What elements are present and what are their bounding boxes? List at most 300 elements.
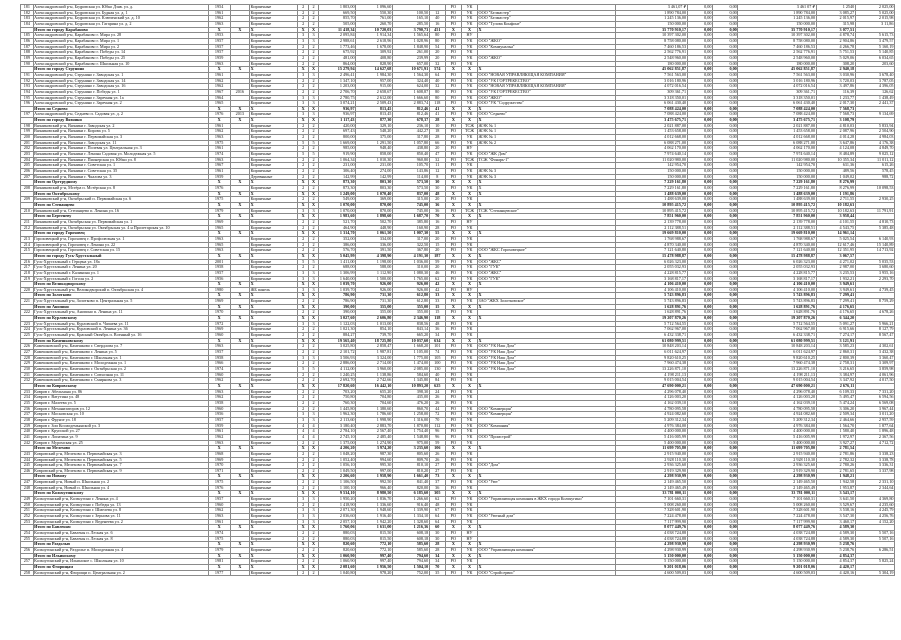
- owner-funds-cell: 3 475 675,71: [738, 118, 816, 124]
- total-area-cell: 855,70: [319, 16, 356, 22]
- total-cost-cell: 4 062 170,00: [616, 146, 687, 152]
- address-cell: Александровский р-н, Карабаново г. Победы ул. 14: [33, 50, 208, 56]
- federal-funds-cell: 0,00: [687, 180, 712, 186]
- limit-cost-cell: 3 11,86: [855, 21, 894, 27]
- build-year-cell: 1958: [208, 355, 230, 361]
- living-area-cell: 813,45: [356, 112, 393, 118]
- residential-area-cell: 1 565,64: [392, 33, 429, 39]
- address-cell: Вязниковский р-н, Октябрьский п. Первомайская ул. 6: [33, 197, 208, 203]
- management-type-cell: УК: [461, 78, 477, 84]
- limit-cost-cell: 4 810,73: [855, 219, 894, 225]
- build-year-cell: 1962: [208, 84, 230, 90]
- regional-funds-cell: 0,00: [712, 519, 737, 525]
- living-area-cell: 3 960,00: [356, 367, 393, 373]
- fund-method-cell: РО: [445, 38, 461, 44]
- total-cost-cell: 11 020 980,00: [616, 157, 687, 163]
- management-type-cell: УК: [461, 468, 477, 474]
- total-cost-cell: 7 328 601,90: [616, 508, 687, 514]
- total-area-cell: 864,00: [319, 61, 356, 67]
- limit-cost-cell: 5 615,73: [855, 33, 894, 39]
- federal-funds-cell: 0,00: [687, 214, 712, 220]
- build-year-cell: 1963: [208, 248, 230, 254]
- regional-funds-cell: 0,00: [712, 542, 737, 548]
- living-area-cell: 2 658,67: [356, 89, 393, 95]
- entrances-cell: X: [308, 316, 318, 322]
- fund-method-cell: РО: [445, 536, 461, 542]
- total-cost-cell: 13 226 871,10: [616, 367, 687, 373]
- federal-funds-cell: 0,00: [687, 61, 712, 67]
- organization-cell: ООО "Коммерция": [478, 412, 616, 418]
- floors-cell: 2: [298, 5, 308, 11]
- unit-cost-cell: 7 299,41: [816, 293, 855, 299]
- wall-material-cell: Кирпичные: [250, 236, 298, 242]
- limit-cost-cell: 2 344,64: [855, 485, 894, 491]
- organization-cell: ЗАО "ЖКХ Золотковское": [478, 299, 616, 305]
- entrances-cell: 2: [308, 333, 318, 339]
- total-cost-cell: 10 895 415,72: [616, 208, 687, 214]
- address-cell: Александровский р-н, Бедровская ул. Гагарина ул. д. 2: [33, 21, 208, 27]
- wall-material-cell: Кирпичные: [250, 508, 298, 514]
- regional-funds-cell: 0,00: [712, 112, 737, 118]
- repair-year-cell: X: [230, 338, 250, 344]
- management-type-cell: НУ: [461, 536, 477, 542]
- organization-cell: X: [478, 293, 616, 299]
- owner-funds-cell: 4 038 724,88: [738, 536, 816, 542]
- total-area-cell: 688,00: [319, 265, 356, 271]
- owner-funds-cell: 5 150 000,00: [738, 559, 816, 565]
- federal-funds-cell: 0,00: [687, 101, 712, 107]
- wall-material-cell: Кирпичные: [250, 225, 298, 231]
- regional-funds-cell: 0,00: [712, 383, 737, 389]
- total-cost-cell: 2 915 940,00: [616, 451, 687, 457]
- management-type-cell: УК: [461, 72, 477, 78]
- fund-method-cell: РО: [445, 457, 461, 463]
- address-cell: Александровский р-н, Бедровская ул. Юбко Дзяв. ул. д.: [33, 5, 208, 11]
- entrances-cell: 5: [308, 152, 318, 158]
- living-area-cell: 828,90: [356, 61, 393, 67]
- residential-area-cell: 355,00: [392, 304, 429, 310]
- build-year-cell: 1954: [208, 5, 230, 11]
- row-number-cell: 201: [21, 140, 34, 146]
- build-year-cell: 1960: [208, 406, 230, 412]
- regional-funds-cell: 0,00: [712, 44, 737, 50]
- federal-funds-cell: 0,00: [687, 191, 712, 197]
- unit-cost-cell: 2 464,66: [816, 417, 855, 423]
- residents-cell: 40: [429, 78, 445, 84]
- wall-material-cell: Кирпичные: [250, 434, 298, 440]
- fund-method-cell: РО: [445, 372, 461, 378]
- limit-cost-cell: 6 594,56: [855, 395, 894, 401]
- fund-method-cell: РО: [445, 451, 461, 457]
- build-year-cell: 1974: [208, 531, 230, 537]
- living-area-cell: 8 980,50: [356, 491, 393, 497]
- address-cell: Александровский р-н, Струнино г. Заводская ул. 14: [33, 78, 208, 84]
- management-type-cell: УК: [461, 372, 477, 378]
- residents-cell: 16: [429, 219, 445, 225]
- wall-material-cell: Кирпичные: [250, 16, 298, 22]
- unit-cost-cell: 1 233,77: [816, 95, 855, 101]
- address-cell: Вязниковский р-н, Октябрьская ул. Октябрьская ул. 4 н Пролетарская ул. 10: [33, 225, 208, 231]
- living-area-cell: 1 336,60: [356, 502, 393, 508]
- address-cell: Вязниковский р-н, Вязники г. Полевая ул. Центральная ул. 3: [33, 146, 208, 152]
- row-number-cell: 247: [21, 480, 34, 486]
- residential-area-cell: 1 216,36: [392, 525, 429, 531]
- row-number-cell: 182: [21, 10, 34, 16]
- entrances-cell: 2: [308, 50, 318, 56]
- address-cell: Итого по Камешковскому: [33, 338, 208, 344]
- total-cost-cell: 150 000,00: [616, 174, 687, 180]
- floors-cell: 4: [298, 429, 308, 435]
- owner-funds-cell: 7 224 478,00: [738, 514, 816, 520]
- residential-area-cell: 1 870,80: [392, 423, 429, 429]
- wall-material-cell: X: [250, 383, 298, 389]
- unit-cost-cell: 2 860,31: [816, 350, 855, 356]
- living-area-cell: 1 916,40: [356, 514, 393, 520]
- federal-funds-cell: 0,00: [687, 78, 712, 84]
- address-cell: Александровский р-н, Карабаново г. Мира ул. 2: [33, 44, 208, 50]
- residential-area-cell: 812,46: [392, 106, 429, 112]
- owner-funds-cell: 8 758 080,00: [738, 38, 816, 44]
- living-area-cell: 997,00: [356, 468, 393, 474]
- regional-funds-cell: 0,00: [712, 16, 737, 22]
- fund-method-cell: РО: [445, 276, 461, 282]
- owner-funds-cell: 1 628 891,76: [738, 304, 816, 310]
- fund-method-cell: РО: [445, 72, 461, 78]
- total-cost-cell: 33 781 000,11: [616, 491, 687, 497]
- organization-cell: ООО "Стройсервис": [478, 570, 616, 576]
- unit-cost-cell: 12 351,95: [816, 248, 855, 254]
- management-type-cell: УК: [461, 186, 477, 192]
- address-cell: Кольчугинский р-н, Бавлены п. Лесная ул. 6: [33, 531, 208, 537]
- address-cell: Итого по Курловскому: [33, 316, 208, 322]
- federal-funds-cell: 0,00: [687, 536, 712, 542]
- federal-funds-cell: 0,00: [687, 446, 712, 452]
- entrances-cell: X: [308, 293, 318, 299]
- management-type-cell: УК: [461, 5, 477, 11]
- residential-area-cell: 4 191,30: [392, 253, 429, 259]
- living-area-cell: 1 836,70: [356, 497, 393, 503]
- regional-funds-cell: 0,00: [712, 451, 737, 457]
- residential-area-cell: 1 765,00: [392, 276, 429, 282]
- total-area-cell: 2 988,61: [319, 38, 356, 44]
- residents-cell: 44: [429, 406, 445, 412]
- management-type-cell: X: [461, 446, 477, 452]
- federal-funds-cell: 0,00: [687, 265, 712, 271]
- floors-cell: X: [298, 67, 308, 73]
- row-number-cell: 254: [21, 531, 34, 537]
- address-cell: Вязниковский р-н, Вязники г. Первомайская ул. 3: [33, 135, 208, 141]
- total-cost-cell: 142 954,70: [616, 163, 687, 169]
- total-area-cell: 1 064,34: [319, 157, 356, 163]
- federal-funds-cell: 0,00: [687, 89, 712, 95]
- regional-funds-cell: 0,00: [712, 219, 737, 225]
- wall-material-cell: Кирпичные: [250, 72, 298, 78]
- repair-year-cell: [230, 570, 250, 576]
- living-area-cell: 550,30: [356, 10, 393, 16]
- total-area-cell: 1 773,46: [319, 44, 356, 50]
- wall-material-cell: X: [250, 118, 298, 124]
- unit-cost-cell: 4 589,30: [816, 536, 855, 542]
- limit-cost-cell: 5 140,85: [855, 50, 894, 56]
- limit-cost-cell: 3 336,31: [855, 463, 894, 469]
- federal-funds-cell: 0,00: [687, 508, 712, 514]
- build-year-cell: 1959: [208, 55, 230, 61]
- address-cell: Вязниковский р-н, Вязники г. Советская ул. 1: [33, 163, 208, 169]
- residents-cell: 305: [429, 491, 445, 497]
- federal-funds-cell: 0,00: [687, 310, 712, 316]
- management-type-cell: УК: [461, 38, 477, 44]
- federal-funds-cell: 0,00: [687, 27, 712, 33]
- wall-material-cell: Кирпичные: [250, 242, 298, 248]
- unit-cost-cell: 10 182,63: [816, 208, 855, 214]
- residents-cell: 41: [429, 112, 445, 118]
- owner-funds-cell: 5 743 896,83: [738, 293, 816, 299]
- total-area-cell: 2 206,60: [319, 474, 356, 480]
- total-cost-cell: 7 974 640,14: [616, 152, 687, 158]
- federal-funds-cell: 0,00: [687, 338, 712, 344]
- residents-cell: 20: [429, 146, 445, 152]
- residential-area-cell: 612,80: [392, 293, 429, 299]
- unit-cost-cell: 10 355,34: [816, 157, 855, 163]
- total-area-cell: 1 669,00: [319, 140, 356, 146]
- federal-funds-cell: 0,00: [687, 129, 712, 135]
- federal-funds-cell: 0,00: [687, 282, 712, 288]
- entrances-cell: 3: [308, 417, 318, 423]
- management-type-cell: X: [461, 282, 477, 288]
- owner-funds-cell: 2 149 465,50: [738, 480, 816, 486]
- residents-cell: 20: [429, 265, 445, 271]
- regional-funds-cell: 0,00: [712, 440, 737, 446]
- residential-area-cell: 3 790,73: [392, 27, 429, 33]
- build-year-cell: 1959: [208, 174, 230, 180]
- repair-year-cell: X: [230, 542, 250, 548]
- unit-cost-cell: 4 266,78: [816, 44, 855, 50]
- unit-cost-cell: 631,36: [816, 163, 855, 169]
- total-cost-cell: 6 432 338,71: [616, 333, 687, 339]
- wall-material-cell: Кирпичные: [250, 265, 298, 271]
- entrances-cell: X: [308, 542, 318, 548]
- total-area-cell: 1 314,70: [319, 231, 356, 237]
- wall-material-cell: Кирпичные: [250, 485, 298, 491]
- residential-area-cell: 2 883,74: [392, 101, 429, 107]
- management-type-cell: УК: [461, 310, 477, 316]
- wall-material-cell: Кирпичные: [250, 38, 298, 44]
- management-type-cell: X: [461, 316, 477, 322]
- repair-year-cell: X: [230, 553, 250, 559]
- row-number-cell: 198: [21, 123, 34, 129]
- residential-area-cell: 385,80: [392, 219, 429, 225]
- residential-area-cell: 1 661,40: [392, 474, 429, 480]
- wall-material-cell: Кирпичные: [250, 519, 298, 525]
- entrances-cell: 2: [308, 146, 318, 152]
- wall-material-cell: X: [250, 564, 298, 570]
- row-number-cell: 228: [21, 355, 34, 361]
- residential-area-cell: 317,00: [392, 236, 429, 242]
- row-number-cell: 237: [21, 412, 34, 418]
- federal-funds-cell: 0,00: [687, 497, 712, 503]
- owner-funds-cell: 7 101 660,31: [738, 497, 816, 503]
- management-type-cell: УК: [461, 276, 477, 282]
- regional-funds-cell: 0,00: [712, 361, 737, 367]
- federal-funds-cell: 0,00: [687, 389, 712, 395]
- unit-cost-cell: 4 589,30: [816, 531, 855, 537]
- residents-cell: 64: [429, 514, 445, 520]
- unit-cost-cell: 3 547,30: [816, 514, 855, 520]
- row-number-cell: 210: [21, 208, 34, 214]
- owner-funds-cell: 9 201 018,06: [738, 564, 816, 570]
- owner-funds-cell: 13 226 871,10: [738, 367, 816, 373]
- limit-cost-cell: 4 245,79: [855, 508, 894, 514]
- row-number-cell: 258: [21, 570, 34, 576]
- address-cell: Итого по Ковровскому: [33, 383, 208, 389]
- floors-cell: X: [298, 304, 308, 310]
- entrances-cell: 2: [308, 135, 318, 141]
- build-year-cell: 1979: [208, 548, 230, 554]
- wall-material-cell: Кирпичные: [250, 412, 298, 418]
- management-type-cell: ТСЖ: [461, 129, 477, 135]
- residents-cell: 60: [429, 525, 445, 531]
- management-type-cell: УК: [461, 299, 477, 305]
- management-type-cell: УК: [461, 44, 477, 50]
- row-number-cell: 218: [21, 270, 34, 276]
- entrances-cell: 2: [308, 242, 318, 248]
- federal-funds-cell: 0,00: [687, 10, 712, 16]
- repair-year-cell: X: [230, 304, 250, 310]
- residents-cell: 34: [429, 559, 445, 565]
- fund-method-cell: РО: [445, 78, 461, 84]
- residential-area-cell: 160,90: [392, 225, 429, 231]
- residents-cell: 46: [429, 270, 445, 276]
- organization-cell: X: [478, 186, 616, 192]
- federal-funds-cell: 0,00: [687, 412, 712, 418]
- wall-material-cell: Кирпичные: [250, 33, 298, 39]
- residential-area-cell: 355,00: [392, 310, 429, 316]
- entrances-cell: 2: [308, 10, 318, 16]
- residential-area-cell: 573,50: [392, 186, 429, 192]
- fund-method-cell: РО: [445, 112, 461, 118]
- residents-cell: 28: [429, 548, 445, 554]
- entrances-cell: 2: [308, 536, 318, 542]
- limit-cost-cell: 8 127,79: [855, 327, 894, 333]
- residents-cell: 33: [429, 299, 445, 305]
- unit-cost-cell: 4 543,75: [816, 225, 855, 231]
- floors-cell: 2: [298, 163, 308, 169]
- total-cost-cell: 3 475 675,71: [616, 118, 687, 124]
- residents-cell: 18: [429, 129, 445, 135]
- total-area-cell: 1 056,10: [319, 463, 356, 469]
- limit-cost-cell: 203,60: [855, 61, 894, 67]
- management-type-cell: УК: [461, 248, 477, 254]
- limit-cost-cell: 5 966,21: [855, 321, 894, 327]
- residential-area-cell: 809,70: [392, 457, 429, 463]
- owner-funds-cell: 1 890 784,00: [738, 10, 816, 16]
- management-type-cell: УК: [461, 400, 477, 406]
- floors-cell: 2: [298, 502, 308, 508]
- management-type-cell: X: [461, 67, 477, 73]
- limit-cost-cell: 3 011,20: [855, 412, 894, 418]
- floors-cell: 2: [298, 55, 308, 61]
- entrances-cell: 3: [308, 519, 318, 525]
- federal-funds-cell: 0,00: [687, 553, 712, 559]
- regional-funds-cell: 0,00: [712, 417, 737, 423]
- living-area-cell: 1 942,20: [356, 519, 393, 525]
- residents-cell: 80: [429, 33, 445, 39]
- build-year-cell: 1962: [208, 378, 230, 384]
- federal-funds-cell: 0,00: [687, 293, 712, 299]
- regional-funds-cell: 0,00: [712, 316, 737, 322]
- wall-material-cell: Кирпичные: [250, 101, 298, 107]
- living-area-cell: 274,00: [356, 169, 393, 175]
- organization-cell: ООО "УК ГОРТРЕКЕСТВО": [478, 89, 616, 95]
- address-cell: Итого по Золотково: [33, 293, 208, 299]
- total-area-cell: 1 375,00: [319, 440, 356, 446]
- total-area-cell: 549,00: [319, 197, 356, 203]
- entrances-cell: X: [308, 27, 318, 33]
- limit-cost-cell: 5 035,53: [855, 259, 894, 265]
- total-area-cell: 2 113,60: [319, 417, 356, 423]
- owner-funds-cell: 10 848 203,14: [738, 344, 816, 350]
- build-year-cell: 1963: [208, 61, 230, 67]
- floors-cell: 3: [298, 287, 308, 293]
- wall-material-cell: Кирпичные: [250, 186, 298, 192]
- build-year-cell: 1958: [208, 265, 230, 271]
- total-cost-cell: 5 008 260,00: [616, 502, 687, 508]
- floors-cell: X: [298, 106, 308, 112]
- owner-funds-cell: 7 960 474,38: [738, 361, 816, 367]
- organization-cell: X: [478, 118, 616, 124]
- total-cost-cell: 4 400 000,00: [616, 429, 687, 435]
- federal-funds-cell: 0,00: [687, 299, 712, 305]
- build-year-cell: 1961: [208, 519, 230, 525]
- regional-funds-cell: 0,00: [712, 321, 737, 327]
- residential-area-cell: 608,18: [392, 536, 429, 542]
- limit-cost-cell: 11 791,91: [855, 208, 894, 214]
- regional-funds-cell: 0,00: [712, 553, 737, 559]
- regional-funds-cell: 0,00: [712, 412, 737, 418]
- floors-cell: 2: [298, 61, 308, 67]
- row-number-cell: 240: [21, 429, 34, 435]
- total-cost-cell: 7 561 563,00: [616, 72, 687, 78]
- residential-area-cell: 678,37: [392, 118, 429, 124]
- fund-method-cell: X: [445, 282, 461, 288]
- residential-area-cell: 573,50: [392, 180, 429, 186]
- regional-funds-cell: 0,00: [712, 514, 737, 520]
- fund-method-cell: РО: [445, 265, 461, 271]
- federal-funds-cell: 0,00: [687, 316, 712, 322]
- management-type-cell: УК: [461, 497, 477, 503]
- total-cost-cell: 4 870 340,00: [616, 242, 687, 248]
- total-cost-cell: 7 088 424,00: [616, 112, 687, 118]
- address-cell: Итого по Великодворскому: [33, 282, 208, 288]
- row-number-cell: 196: [21, 101, 34, 107]
- unit-cost-cell: 3 077,51: [816, 27, 855, 33]
- wall-material-cell: Кирпичные: [250, 536, 298, 542]
- build-year-cell: 1961: [208, 146, 230, 152]
- residential-area-cell: 1 666,60: [392, 95, 429, 101]
- limit-cost-cell: 578,45: [855, 169, 894, 175]
- fund-method-cell: РО: [445, 440, 461, 446]
- organization-cell: ООО "Уют": [478, 480, 616, 486]
- address-cell: Гороховецкий р-н, Гороховец г. Советская ул. 15: [33, 248, 208, 254]
- limit-cost-cell: 3 338,23: [855, 451, 894, 457]
- management-type-cell: УК: [461, 514, 477, 520]
- owner-funds-cell: 4 106 410,00: [738, 287, 816, 293]
- organization-cell: ООО "УК "Содружество": [478, 101, 616, 107]
- total-cost-cell: 7 229 161,80: [616, 180, 687, 186]
- address-cell: Кольчугинский р-н, Кольчугино г. Ленина ул. 4: [33, 497, 208, 503]
- regional-funds-cell: 0,00: [712, 106, 737, 112]
- build-year-cell: 1975: [208, 480, 230, 486]
